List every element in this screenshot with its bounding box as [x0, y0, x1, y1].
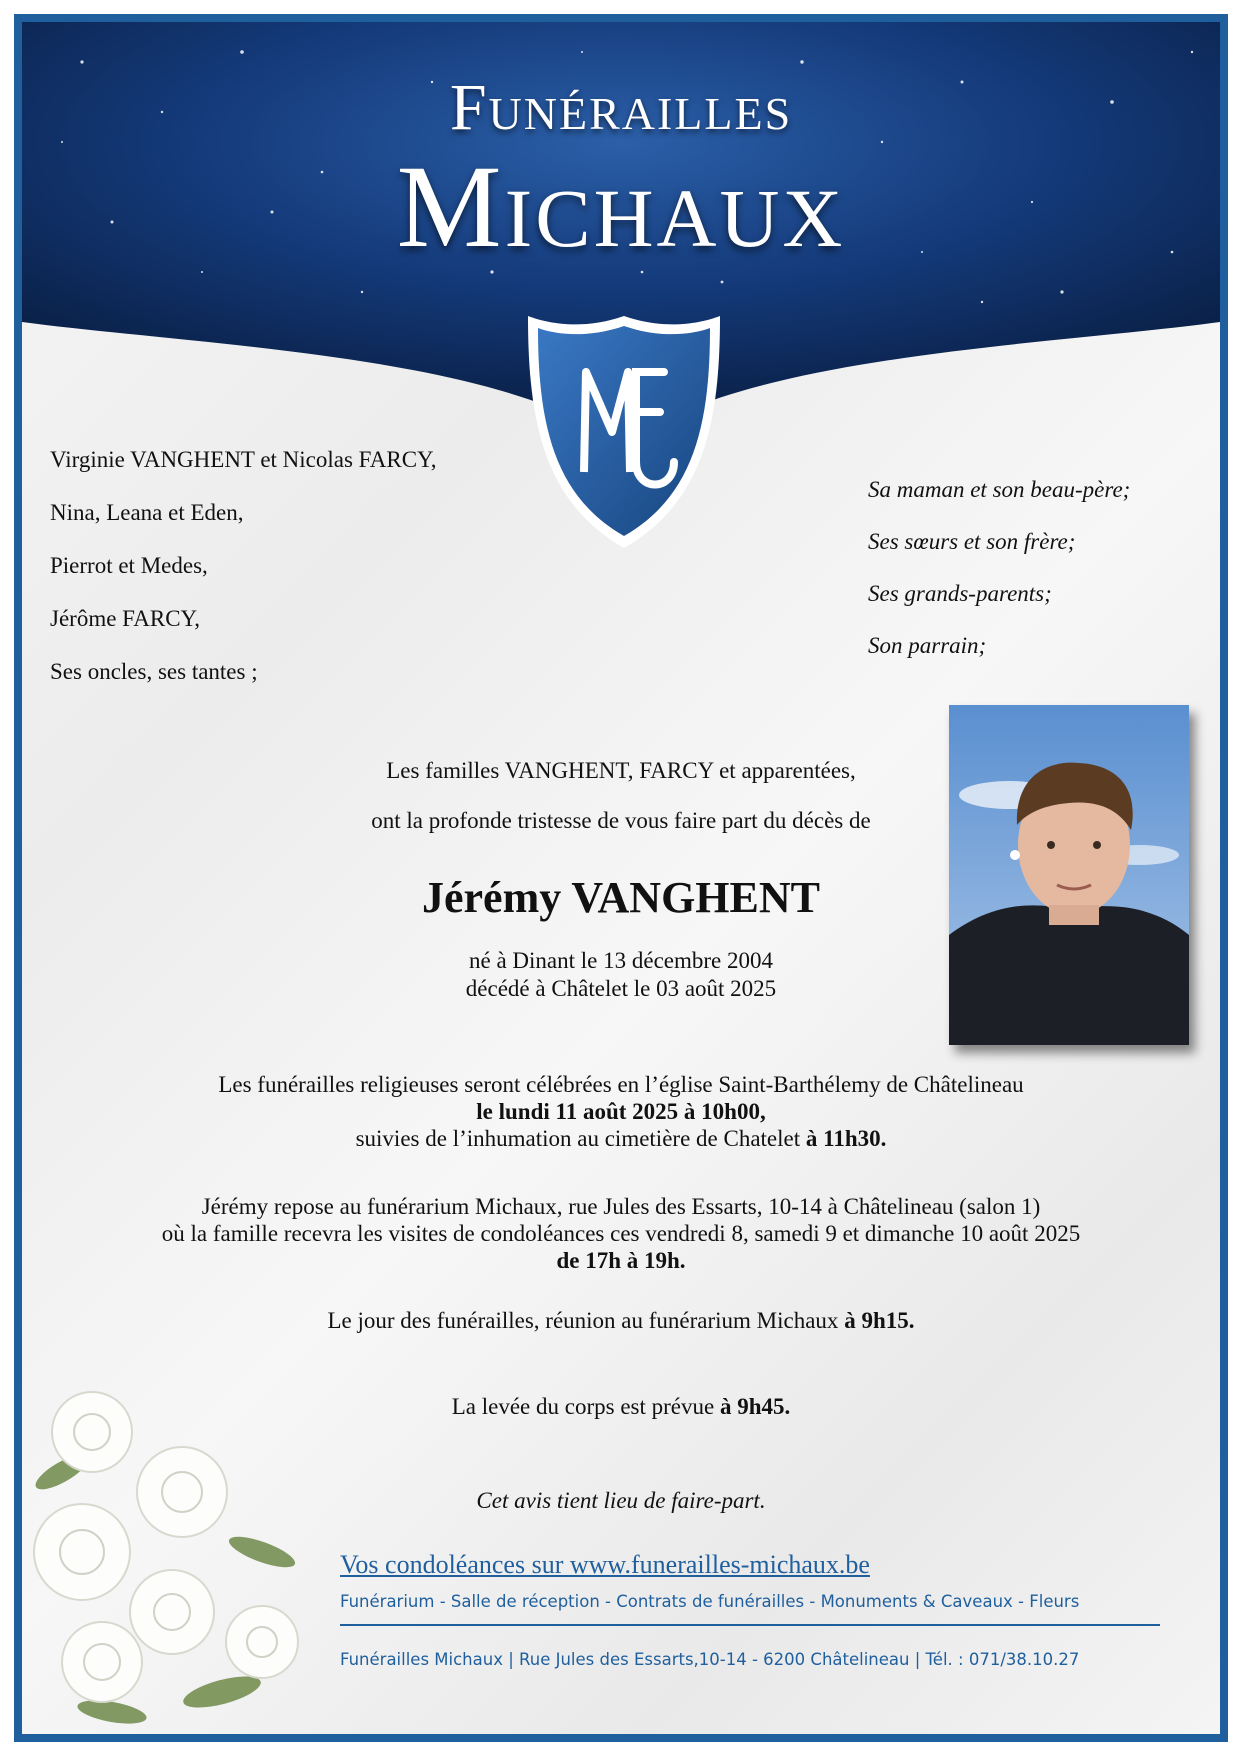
white-flowers-icon	[22, 1352, 322, 1742]
address-line: Funérailles Michaux | Rue Jules des Essarts,10-14 - 6200 Châtelineau | Tél. : 071/38.10.27	[340, 1650, 1080, 1669]
burial-text: suivies de l’inhumation au cimetière de Chatelet	[355, 1126, 806, 1151]
levee-text: La levée du corps est prévue	[451, 1394, 720, 1419]
family-list-left	[50, 447, 530, 712]
death-line: décédé à Châtelet le 03 août 2025	[465, 976, 777, 1001]
family-relation: Son parrain;	[868, 633, 987, 658]
rest-location-line: Jérémy repose au funérarium Michaux, rue Jules des Essarts, 10-14 à Châtelineau (salon 1)	[201, 1194, 1041, 1219]
condolences-link[interactable]: Vos condoléances sur www.funerailles-michaux.be	[340, 1550, 870, 1579]
deceased-name: Jérémy VANGHENT	[421, 873, 821, 922]
family-relation: Ses grands-parents;	[868, 581, 1052, 606]
notice-line: Cet avis tient lieu de faire-part.	[476, 1488, 766, 1513]
ceremony-church-line: Les funérailles religieuses seront célébrées en l’église Saint-Barthélemy de Châtelineau	[218, 1072, 1024, 1097]
family-line: Ses oncles, ses tantes ;	[50, 659, 258, 684]
birth-line: né à Dinant le 13 décembre 2004	[469, 948, 773, 973]
burial-line	[22, 1126, 1220, 1152]
services-line: Funérarium - Salle de réception - Contrats de funérailles - Monuments & Caveaux - Fleurs	[340, 1592, 1080, 1611]
family-line: Virginie VANGHENT et Nicolas FARCY,	[50, 447, 437, 472]
notice-frame	[14, 14, 1228, 1742]
family-relation: Ses sœurs et son frère;	[868, 529, 1076, 554]
intro-line: ont la profonde tristesse de vous faire part du décès de	[371, 808, 871, 833]
visits-days-line: où la famille recevra les visites de condoléances ces vendredi 8, samedi 9 et dimanche 10 août 2025	[161, 1221, 1081, 1246]
meeting-text: Le jour des funérailles, réunion au funérarium Michaux	[327, 1308, 845, 1333]
burial-time: à 11h30.	[805, 1126, 887, 1151]
family-relation: Sa maman et son beau-père;	[868, 477, 1131, 502]
levee-time: à 9h45.	[719, 1394, 791, 1419]
brand-line-michaux: Michaux	[396, 141, 846, 272]
meeting-time: à 9h15.	[844, 1308, 915, 1333]
footer-divider	[340, 1624, 1160, 1626]
family-line: Nina, Leana et Eden,	[50, 500, 244, 525]
family-list-right	[868, 477, 1228, 685]
meeting-line	[22, 1308, 1220, 1334]
ceremony-date-line: le lundi 11 août 2025 à 10h00,	[476, 1099, 766, 1124]
mf-shield-logo-icon	[524, 312, 724, 552]
family-line: Pierrot et Medes,	[50, 553, 208, 578]
visits-hours-line: de 17h à 19h.	[556, 1248, 686, 1273]
families-line: Les familles VANGHENT, FARCY et apparentées,	[386, 758, 856, 783]
brand-line-funerailles: Funérailles	[449, 71, 793, 144]
family-line: Jérôme FARCY,	[50, 606, 200, 631]
